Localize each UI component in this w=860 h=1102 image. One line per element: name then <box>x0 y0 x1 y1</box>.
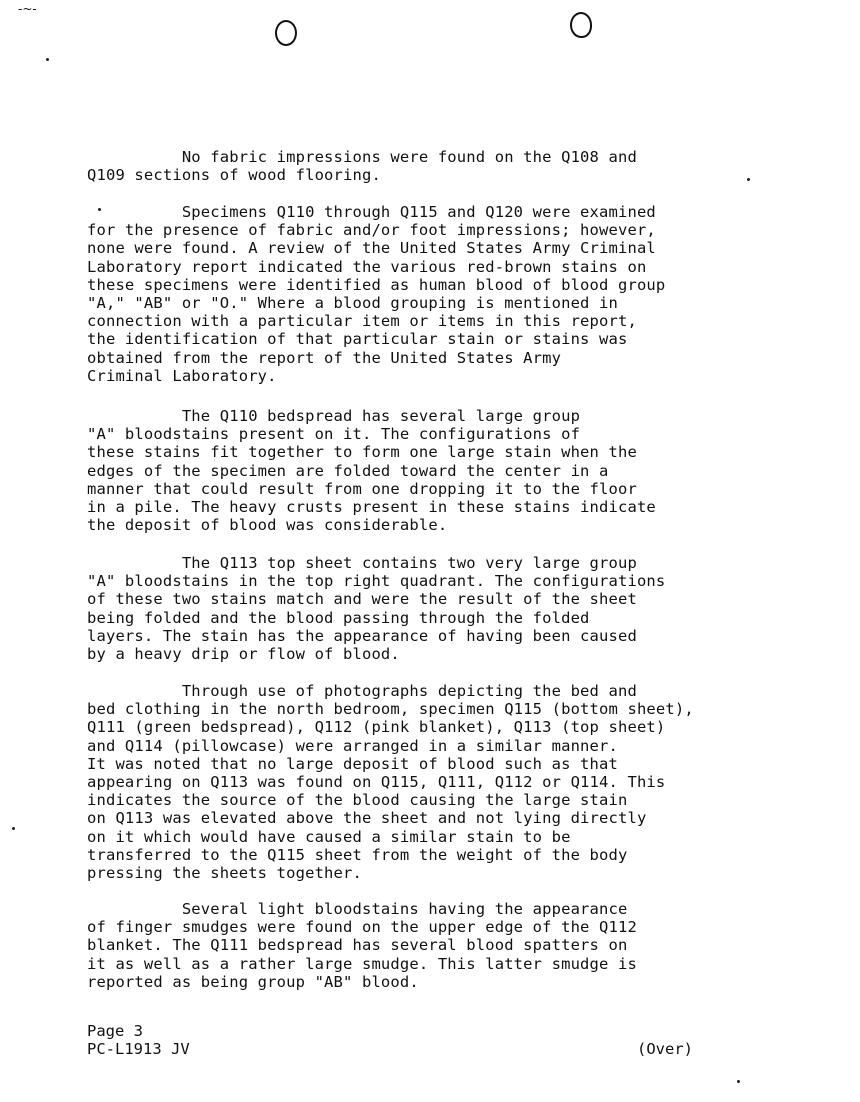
text-line: "A" bloodstains in the top right quadrant. The configurations <box>87 572 666 591</box>
punch-hole-right <box>570 12 592 38</box>
text-line: Criminal Laboratory. <box>87 366 277 385</box>
text-line: of these two stains match and were the result of the sheet <box>87 590 637 609</box>
text-line: manner that could result from one dropping it to the floor <box>87 479 637 498</box>
text-line: obtained from the report of the United States Army <box>87 348 562 367</box>
text-line: It was noted that no large deposit of blood such as that <box>87 754 618 773</box>
text-line: of finger smudges were found on the upper edge of the Q112 <box>87 918 637 937</box>
text-line: it as well as a rather large smudge. This latter smudge is <box>87 954 637 973</box>
text-line: "A," "AB" or "O." Where a blood grouping is mentioned in <box>87 293 618 312</box>
text-line: the deposit of blood was considerable. <box>87 516 448 535</box>
text-line: transferred to the Q115 sheet from the weight of the body <box>87 845 628 864</box>
text-line: appearing on Q113 was found on Q115, Q111, Q112 or Q114. This <box>87 772 666 791</box>
text-line: reported as being group "AB" blood. <box>87 972 419 991</box>
text-line: Q109 sections of wood flooring. <box>87 166 381 185</box>
text-line: on Q113 was elevated above the sheet and not lying directly <box>87 809 647 828</box>
text-line: No fabric impressions were found on the Q108 and <box>87 148 637 166</box>
speck <box>737 1080 740 1083</box>
text-line: connection with a particular item or items in this report, <box>87 312 637 331</box>
paragraph-finger-smudges <box>87 900 787 991</box>
text-line: The Q110 bedspread has several large group <box>87 407 581 425</box>
text-line: these stains fit together to form one large stain when the <box>87 443 637 462</box>
text-line: the identification of that particular stain or stains was <box>87 330 628 349</box>
text-line: being folded and the blood passing through the folded <box>87 608 590 627</box>
paragraph-fabric-impressions <box>87 148 787 184</box>
text-line: none were found. A review of the United States Army Criminal <box>87 239 656 258</box>
text-line: Through use of photographs depicting the bed and <box>87 682 637 700</box>
text-line: blanket. The Q111 bedspread has several blood spatters on <box>87 936 628 955</box>
paragraph-photographs-bed <box>87 682 787 882</box>
file-number: PC-L1913 JV <box>87 1040 190 1058</box>
paragraph-q110-bedspread <box>87 407 787 534</box>
text-line: on it which would have caused a similar stain to be <box>87 827 571 846</box>
text-line: for the presence of fabric and/or foot impressions; however, <box>87 221 656 240</box>
text-line: The Q113 top sheet contains two very large group <box>87 554 637 572</box>
over-label: (Over) <box>637 1040 693 1058</box>
punch-hole-left <box>275 20 297 46</box>
speck <box>46 58 49 61</box>
text-line: bed clothing in the north bedroom, specimen Q115 (bottom sheet), <box>87 700 694 719</box>
page-number: Page 3 <box>87 1022 143 1040</box>
corner-scribble: -~- <box>18 2 37 16</box>
text-line: Specimens Q110 through Q115 and Q120 were examined <box>87 203 656 221</box>
text-line: and Q114 (pillowcase) were arranged in a similar manner. <box>87 736 618 755</box>
text-line: by a heavy drip or flow of blood. <box>87 644 400 663</box>
text-line: indicates the source of the blood causing the large stain <box>87 791 628 810</box>
text-line: "A" bloodstains present on it. The configurations of <box>87 425 581 444</box>
text-line: in a pile. The heavy crusts present in these stains indicate <box>87 497 656 516</box>
text-line: pressing the sheets together. <box>87 863 362 882</box>
paragraph-specimens-examined <box>87 203 787 385</box>
text-line: Q111 (green bedspread), Q112 (pink blanket), Q113 (top sheet) <box>87 718 666 737</box>
text-line: layers. The stain has the appearance of having been caused <box>87 626 637 645</box>
paragraph-q113-top-sheet <box>87 554 787 663</box>
speck <box>12 827 15 830</box>
text-line: Several light bloodstains having the appearance <box>87 900 628 918</box>
text-line: edges of the specimen are folded toward the center in a <box>87 461 609 480</box>
text-line: these specimens were identified as human blood of blood group <box>87 275 666 294</box>
text-line: Laboratory report indicated the various red-brown stains on <box>87 257 647 276</box>
